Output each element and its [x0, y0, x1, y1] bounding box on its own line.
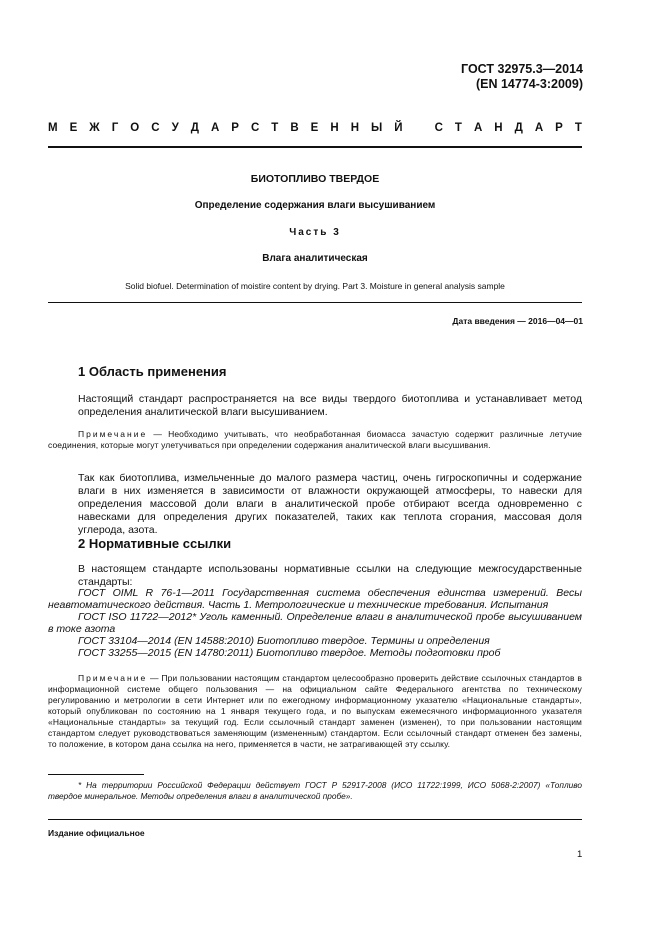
note-label: Примечание — [78, 673, 148, 683]
banner-letter: Р — [231, 122, 239, 134]
edition-label: Издание официальное — [48, 828, 145, 838]
section-2-heading: 2 Нормативные ссылки — [78, 536, 232, 551]
banner-gap — [415, 122, 423, 134]
section-2-intro: В настоящем стандарте использованы нормативные ссылки на следующие межгосударственные стандарты: — [78, 563, 582, 588]
section-1-heading: 1 Область применения — [78, 364, 227, 379]
banner-letter: С — [250, 122, 260, 134]
banner-letter: Ы — [371, 122, 383, 134]
banner-letter: Т — [454, 122, 462, 134]
document-title: БИОТОПЛИВО ТВЕРДОЕ — [250, 173, 380, 185]
document-english-title: Solid biofuel. Determination of moistire content by drying. Part 3. Moisture in general analysis sample — [125, 281, 505, 291]
standard-banner — [48, 122, 582, 134]
banner-rule — [48, 146, 582, 148]
section-1-paragraph-1: Настоящий стандарт распространяется на все виды твердого биотоплива и устанавливает метод определения аналитической влаги высушиванием. — [78, 393, 582, 418]
banner-letter: Н — [494, 122, 503, 134]
reference-item: ГОСТ ISO 11722—2012* Уголь каменный. Определение влаги в аналитической пробе высушиванием в токе азота — [48, 611, 582, 635]
banner-letter: В — [290, 122, 299, 134]
document-part-title: Влага аналитическая — [262, 253, 368, 264]
standard-code: ГОСТ 32975.3—2014 — [461, 62, 583, 76]
section-1-note — [48, 429, 582, 451]
reference-item: ГОСТ OIML R 76-1—2011 Государственная система обеспечения единства измерений. Весы неавтоматического действия. Часть 1. Метрологические и технические требования. Испытания — [48, 587, 582, 611]
bottom-rule — [48, 819, 582, 820]
note-text: — Необходимо учитывать, что необработанная биомасса зачастую содержит различные летучие соединения, которые могут улетучиваться при определении содержания аналитической влаги высушивания. — [48, 429, 582, 450]
banner-letter: Н — [350, 122, 359, 134]
banner-letter: А — [210, 122, 220, 134]
section-1-paragraph-2: Так как биотоплива, измельченные до малого размера частиц, очень гигроскопичны и содержание влаги в них изменяется в зависимости от влажности окружающей атмосферы, то навески для определения массовой доли влаги в аналитической пробе отбирают всегда одновременно с навесками для определения других показателей, таких как теплота сгорания, массовая доля углерода, азота. — [78, 472, 582, 536]
note-label: Примечание — [78, 429, 148, 439]
banner-letter: А — [473, 122, 483, 134]
banner-letter: С — [434, 122, 443, 134]
footnote-rule — [48, 774, 144, 775]
banner-letter: О — [130, 122, 140, 134]
banner-letter: Т — [271, 122, 279, 134]
section-2-note — [48, 673, 582, 750]
footnote: * На территории Российской Федерации действует ГОСТ Р 52917-2008 (ИСО 11722:1999, ИСО 5068-2:2007) «Топливо твердое минеральное. Методы определения влаги в аналитической пробе». — [48, 780, 582, 801]
banner-letter: Д — [190, 122, 199, 134]
standard-code-en: (EN 14774-3:2009) — [475, 77, 583, 91]
banner-letter: Е — [310, 122, 319, 134]
banner-letter: Ж — [89, 122, 100, 134]
banner-letter: С — [151, 122, 160, 134]
banner-letter: М — [48, 122, 58, 134]
banner-letter: А — [534, 122, 544, 134]
banner-letter: Н — [330, 122, 339, 134]
banner-letter: Й — [394, 122, 403, 134]
reference-list — [48, 587, 582, 659]
banner-letter: Т — [574, 122, 582, 134]
reference-item: ГОСТ 33104—2014 (EN 14588:2010) Биотопливо твердое. Термины и определения — [78, 635, 490, 647]
banner-letter: Р — [555, 122, 563, 134]
document-part: Часть 3 — [289, 227, 341, 238]
page-number: 1 — [577, 849, 583, 860]
banner-letter: Е — [69, 122, 78, 134]
note-text: — При пользовании настоящим стандартом целесообразно проверить действие ссылочных стандартов в информационной системе общего пользования — на официальном сайте Федерального агентства по техническому регулированию и метрологии в сети Интернет или по ежегодному информационному указателю «Национальные стандарты», который опубликован по состоянию на 1 января текущего года, и по выпускам ежемесячного информационного указателя «Национальные стандарты» за текущий год. Если ссылочный стандарт заменен (изменен), то при пользовании настоящим стандартом следует руководствоваться заменяющим (измененным) стандартом. Если ссылочный стандарт отменен без замены, то положение, в котором дана ссылка на него, применяется в части, не затрагивающей эту ссылку. — [48, 673, 582, 749]
document-subtitle: Определение содержания влаги высушиванием — [194, 200, 436, 211]
banner-letter: Д — [514, 122, 523, 134]
intro-date: Дата введения — 2016—04—01 — [452, 316, 583, 326]
reference-item: ГОСТ 33255—2015 (EN 14780:2011) Биотопливо твердое. Методы подготовки проб — [78, 647, 501, 659]
banner-letter: Г — [111, 122, 119, 134]
title-rule — [48, 302, 582, 303]
banner-letter: У — [171, 122, 179, 134]
